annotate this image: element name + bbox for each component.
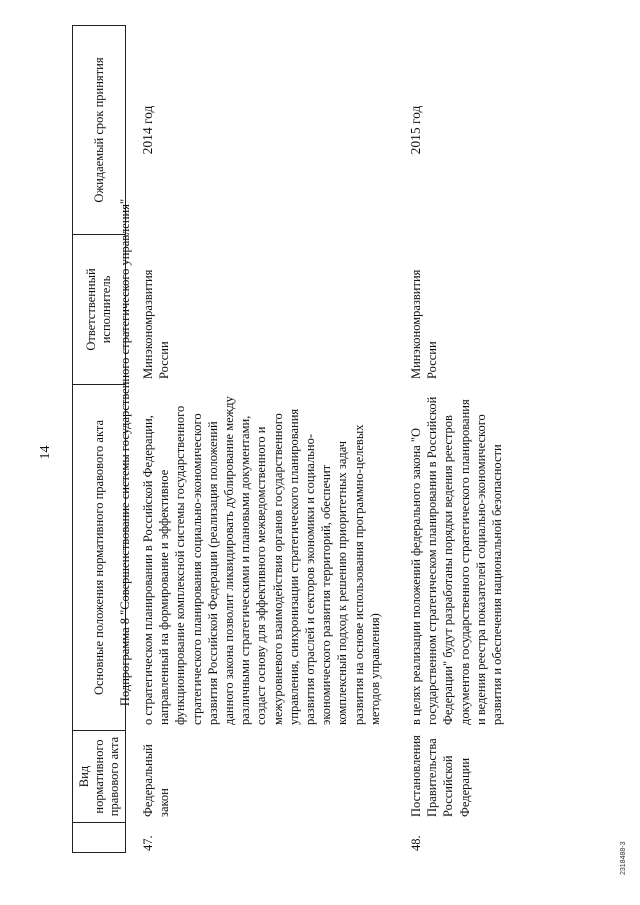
- act-provisions: о стратегическом планировании в Российской Федерации, направленный на формирование и эффективное функционирование комплексной системы государственного стратегического планирования социально-экономического развития Российской Федерации (реализация положений данного закона позволит ликвидировать дублирование между различными стратегическими и плановыми документами, создаст основу для эффективного межведомственного и межуровневого взаимодействия органов государственного управления, синхронизации стратегического планирования развития отраслей и секторов экономики и социально-экономического развития территорий, обеспечит комплексный подход к решению приоритетных задач развития на основе использования программно-целевых методов управления): [141, 396, 382, 725]
- header-main-provisions: Основные положения нормативного правового акта: [73, 385, 125, 731]
- act-type: Федеральный закон: [141, 744, 172, 817]
- header-responsible: Ответственный исполнитель: [73, 235, 125, 385]
- header-act-type: Вид нормативного правового акта: [73, 731, 125, 823]
- responsible-executor: Минэкономразвития России: [141, 269, 172, 379]
- header-term: Ожидаемый срок принятия: [73, 25, 125, 235]
- table-row: [408, 25, 505, 853]
- page-number: 14: [38, 445, 53, 460]
- act-provisions: в целях реализации положений федерального закона "О государственном стратегическом планировании в Российской Федерации" будут разработаны порядки ведения реестров документов государственного стратегического планирования и ведения реестра показателей социально-экономического развития и обеспечения национальной безопасности: [409, 396, 505, 725]
- adoption-term: 2014 год: [140, 105, 155, 155]
- row-number: 47.: [141, 835, 155, 851]
- subprogram-title: Подпрограмма 8 "Совершенствование системы государственного стратегического управления": [118, 198, 132, 707]
- table-row: [140, 25, 383, 853]
- row-number: 48.: [409, 835, 423, 851]
- adoption-term: 2015 год: [408, 105, 423, 155]
- document-stamp: 2318488-3: [620, 841, 627, 875]
- act-type: Постановления Правительства Российской Федерации: [409, 735, 472, 817]
- responsible-executor: Минэкономразвития России: [409, 269, 440, 379]
